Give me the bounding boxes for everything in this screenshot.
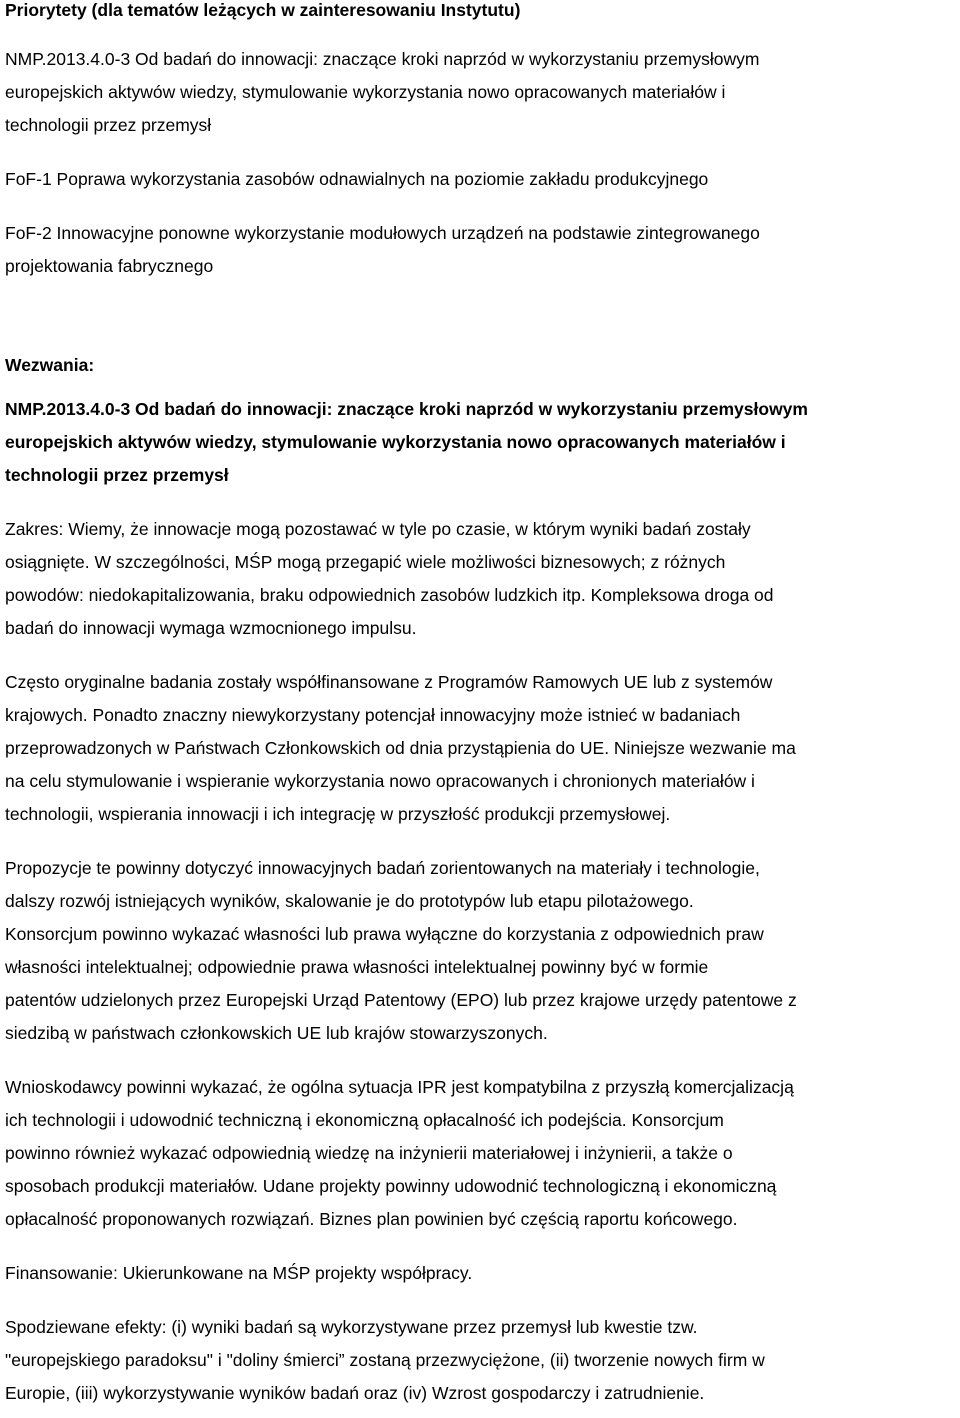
text-line: technologii przez przemysł [5, 465, 229, 485]
text-line: siedzibą w państwach członkowskich UE lub krajów stowarzyszonych. [5, 1023, 548, 1043]
text-line: powinno również wykazać odpowiednią wiedzę na inżynierii materiałowej i inżynierii, a także o [5, 1143, 733, 1163]
text-line: przeprowadzonych w Państwach Członkowskich od dnia przystąpienia do UE. Niniejsze wezwanie ma [5, 738, 796, 758]
text-line: opłacalność proponowanych rozwiązań. Biznes plan powinien być częścią raportu końcowego. [5, 1209, 738, 1229]
text-line: technologii, wspierania innowacji i ich integrację w przyszłość produkcji przemysłowej. [5, 804, 671, 824]
text-line: Wnioskodawcy powinni wykazać, że ogólna sytuacja IPR jest kompatybilna z przyszłą komercjalizacją [5, 1077, 794, 1097]
text-line: "europejskiego paradoksu" i "doliny śmierci” zostaną przezwyciężone, (ii) tworzenie nowych firm w [5, 1350, 765, 1370]
text-line: Często oryginalne badania zostały współfinansowane z Programów Ramowych UE lub z systemów [5, 672, 773, 692]
text-line: europejskich aktywów wiedzy, stymulowanie wykorzystania nowo opracowanych materiałów i [5, 82, 726, 102]
funding-paragraph [5, 1257, 957, 1290]
expected-effects-paragraph [5, 1311, 957, 1410]
text-line: krajowych. Ponadto znaczny niewykorzystany potencjał innowacyjny może istnieć w badaniach [5, 705, 741, 725]
document-page [5, 0, 957, 1410]
text-line: Europie, (iii) wykorzystywanie wyników badań oraz (iv) Wzrost gospodarczy i zatrudnienie. [5, 1383, 705, 1403]
text-line: własności intelektualnej; odpowiednie prawa własności intelektualnej powinny być w formie [5, 957, 709, 977]
text-line: Zakres: Wiemy, że innowacje mogą pozostawać w tyle po czasie, w którym wyniki badań zostały [5, 519, 751, 539]
applicants-paragraph [5, 1071, 957, 1236]
text-line: Propozycje te powinny dotyczyć innowacyjnych badań zorientowanych na materiały i technologie, [5, 858, 760, 878]
text-line: osiągnięte. W szczególności, MŚP mogą przegapić wiele możliwości biznesowych; z różnych [5, 552, 726, 572]
calls-heading: Wezwania: [5, 355, 95, 375]
text-line: sposobach produkcji materiałów. Udane projekty powinny udowodnić technologiczną i ekonomiczną [5, 1176, 777, 1196]
text-line: badań do innowacji wymaga wzmocnionego impulsu. [5, 618, 417, 638]
text-line: technologii przez przemysł [5, 115, 212, 135]
scope-paragraph [5, 513, 957, 645]
text-line: patentów udzielonych przez Europejski Urząd Patentowy (EPO) lub przez krajowe urzędy patentowe z [5, 990, 797, 1010]
text-line: ich technologii i udowodnić techniczną i ekonomiczną opłacalność ich podejścia. Konsorcjum [5, 1110, 724, 1130]
text-line: Finansowanie: Ukierunkowane na MŚP projekty współpracy. [5, 1263, 473, 1283]
cofinancing-paragraph [5, 666, 957, 831]
priority-fof1 [5, 163, 957, 196]
text-line: FoF-2 Innowacyjne ponowne wykorzystanie modułowych urządzeń na podstawie zintegrowanego [5, 223, 760, 243]
text-line: Konsorcjum powinno wykazać własności lub prawa wyłączne do korzystania z odpowiednich praw [5, 924, 764, 944]
proposals-paragraph [5, 852, 957, 1050]
priorities-heading: Priorytety (dla tematów leżących w zainteresowaniu Instytutu) [5, 0, 521, 20]
text-line: Spodziewane efekty: (i) wyniki badań są wykorzystywane przez przemysł lub kwestie tzw. [5, 1317, 698, 1337]
text-line: FoF-1 Poprawa wykorzystania zasobów odnawialnych na poziomie zakładu produkcyjnego [5, 169, 709, 189]
priorities-topic [5, 43, 957, 142]
calls-topic [5, 393, 957, 492]
text-line: NMP.2013.4.0-3 Od badań do innowacji: znaczące kroki naprzód w wykorzystaniu przemysłowym [5, 399, 808, 419]
priority-fof2 [5, 217, 957, 283]
text-line: na celu stymulowanie i wspieranie wykorzystania nowo opracowanych i chronionych materiałów i [5, 771, 755, 791]
text-line: NMP.2013.4.0-3 Od badań do innowacji: znaczące kroki naprzód w wykorzystaniu przemysłowym [5, 49, 760, 69]
text-line: europejskich aktywów wiedzy, stymulowanie wykorzystania nowo opracowanych materiałów i [5, 432, 786, 452]
text-line: powodów: niedokapitalizowania, braku odpowiednich zasobów ludzkich itp. Kompleksowa droga od [5, 585, 774, 605]
text-line: dalszy rozwój istniejących wyników, skalowanie je do prototypów lub etapu pilotażowego. [5, 891, 694, 911]
text-line: projektowania fabrycznego [5, 256, 214, 276]
